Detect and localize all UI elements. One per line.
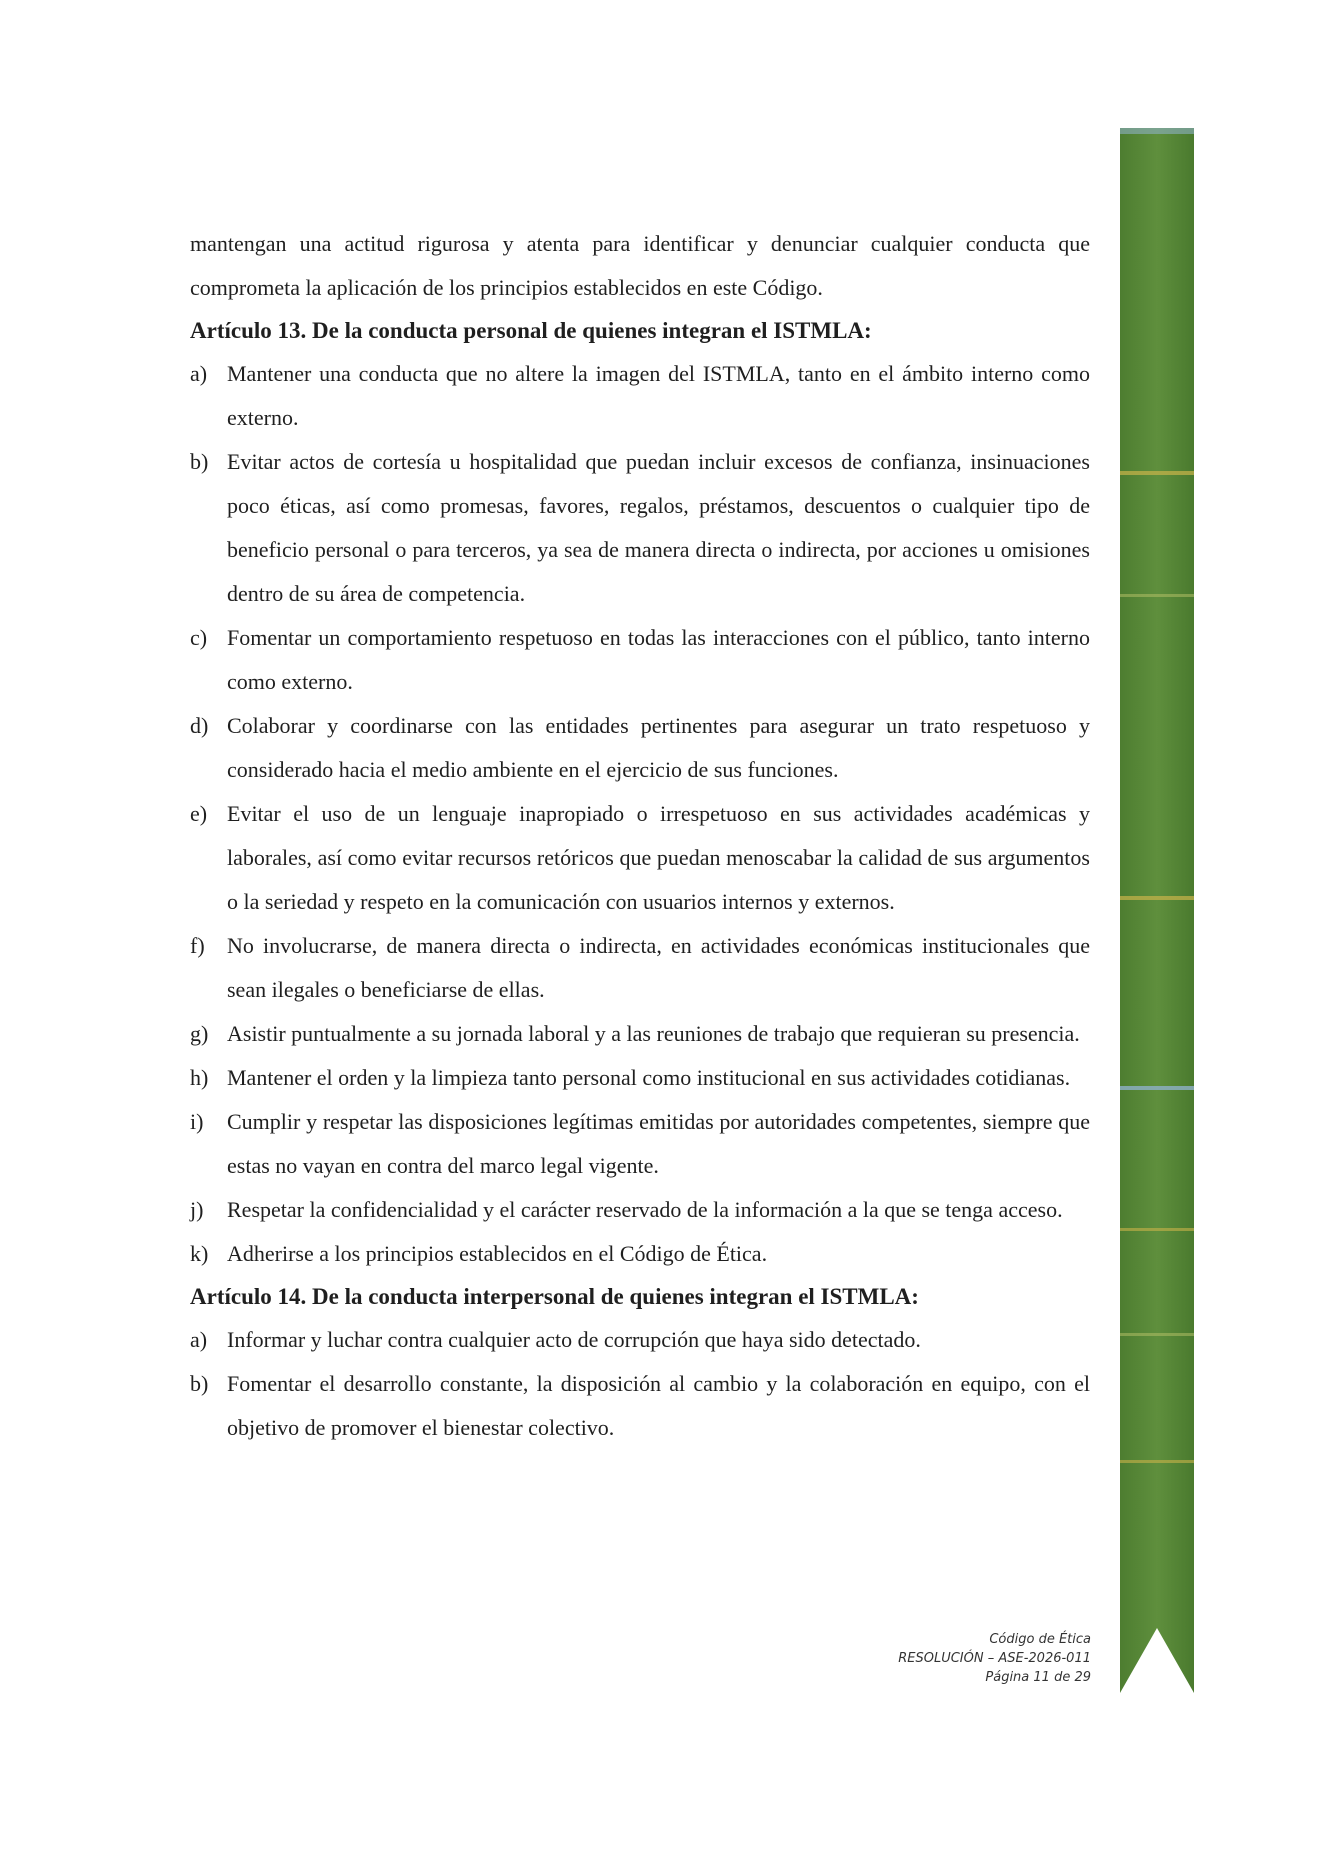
list-item bbox=[190, 1012, 1090, 1056]
list-item-text: Informar y luchar contra cualquier acto de corrupción que haya sido detectado. bbox=[227, 1327, 921, 1352]
list-item-text: Fomentar el desarrollo constante, la disposición al cambio y la colaboración en equipo, con el objetivo de promover el bienestar colectivo. bbox=[227, 1371, 1090, 1440]
list-item-text: Respetar la confidencialidad y el carácter reservado de la información a la que se tenga acceso. bbox=[227, 1197, 1063, 1222]
intro-paragraph: mantengan una actitud rigurosa y atenta para identificar y denunciar cualquier conducta que comprometa la aplicación de los principios establecidos en este Código. bbox=[190, 231, 1090, 300]
list-marker: a) bbox=[190, 361, 208, 386]
list-marker: h) bbox=[190, 1065, 209, 1090]
list-marker: b) bbox=[190, 449, 209, 474]
page-footer bbox=[898, 1630, 1091, 1687]
list-item bbox=[190, 1232, 1090, 1276]
list-item-text: Mantener el orden y la limpieza tanto personal como institucional en sus actividades cotidianas. bbox=[227, 1065, 1071, 1090]
list-item bbox=[190, 1056, 1090, 1100]
list-item bbox=[190, 440, 1090, 616]
list-item-text: No involucrarse, de manera directa o indirecta, en actividades económicas institucionales que sean ilegales o beneficiarse de ellas. bbox=[227, 933, 1090, 1002]
list-item bbox=[190, 792, 1090, 924]
list-marker: b) bbox=[190, 1371, 209, 1396]
article-13-list bbox=[190, 352, 1090, 1276]
list-item-text: Cumplir y respetar las disposiciones legítimas emitidas por autoridades competentes, siempre que estas no vayan en contra del marco legal vigente. bbox=[227, 1109, 1090, 1178]
list-marker: e) bbox=[190, 801, 208, 826]
list-item-text: Evitar actos de cortesía u hospitalidad que puedan incluir excesos de confianza, insinuaciones poco éticas, así como promesas, favores, regalos, préstamos, descuentos o cualquier tipo de beneficio personal o para terceros, ya sea de manera directa o indirecta, por acciones u omisiones dentro de su área de competencia. bbox=[227, 449, 1090, 606]
list-marker: f) bbox=[190, 933, 205, 958]
list-item-text: Evitar el uso de un lenguaje inapropiado o irrespetuoso en sus actividades académicas y laborales, así como evitar recursos retóricos que puedan menoscabar la calidad de sus argumentos o la seriedad y respeto en la comunicación con usuarios internos y externos. bbox=[227, 801, 1090, 914]
list-marker: j) bbox=[190, 1197, 204, 1222]
list-item bbox=[190, 704, 1090, 792]
footer-page-number: Página 11 de 29 bbox=[985, 1670, 1091, 1685]
list-marker: g) bbox=[190, 1021, 209, 1046]
article-14-heading: Artículo 14. De la conducta interpersonal de quienes integran el ISTMLA: bbox=[190, 1284, 919, 1309]
list-item-text: Colaborar y coordinarse con las entidades pertinentes para asegurar un trato respetuoso y considerado hacia el medio ambiente en el ejercicio de sus funciones. bbox=[227, 713, 1090, 782]
list-marker: i) bbox=[190, 1109, 204, 1134]
list-item bbox=[190, 1318, 1090, 1362]
list-item bbox=[190, 616, 1090, 704]
list-item bbox=[190, 1188, 1090, 1232]
list-item-text: Adherirse a los principios establecidos en el Código de Ética. bbox=[227, 1241, 768, 1266]
footer-resolution: RESOLUCIÓN – ASE-2026-011 bbox=[898, 1651, 1091, 1666]
footer-doc-title: Código de Ética bbox=[989, 1632, 1091, 1647]
list-item bbox=[190, 924, 1090, 1012]
list-marker: d) bbox=[190, 713, 209, 738]
decorative-green-ribbon bbox=[1118, 128, 1196, 1698]
list-marker: k) bbox=[190, 1241, 209, 1266]
list-item bbox=[190, 1100, 1090, 1188]
document-body bbox=[190, 222, 1090, 1450]
list-item-text: Mantener una conducta que no altere la imagen del ISTMLA, tanto en el ámbito interno como externo. bbox=[227, 361, 1090, 430]
list-item-text: Asistir puntualmente a su jornada laboral y a las reuniones de trabajo que requieran su presencia. bbox=[227, 1021, 1080, 1046]
list-item bbox=[190, 1362, 1090, 1450]
list-item-text: Fomentar un comportamiento respetuoso en todas las interacciones con el público, tanto interno como externo. bbox=[227, 625, 1090, 694]
list-item bbox=[190, 352, 1090, 440]
list-marker: c) bbox=[190, 625, 208, 650]
article-14-list bbox=[190, 1318, 1090, 1450]
article-13-heading: Artículo 13. De la conducta personal de quienes integran el ISTMLA: bbox=[190, 318, 872, 343]
list-marker: a) bbox=[190, 1327, 208, 1352]
